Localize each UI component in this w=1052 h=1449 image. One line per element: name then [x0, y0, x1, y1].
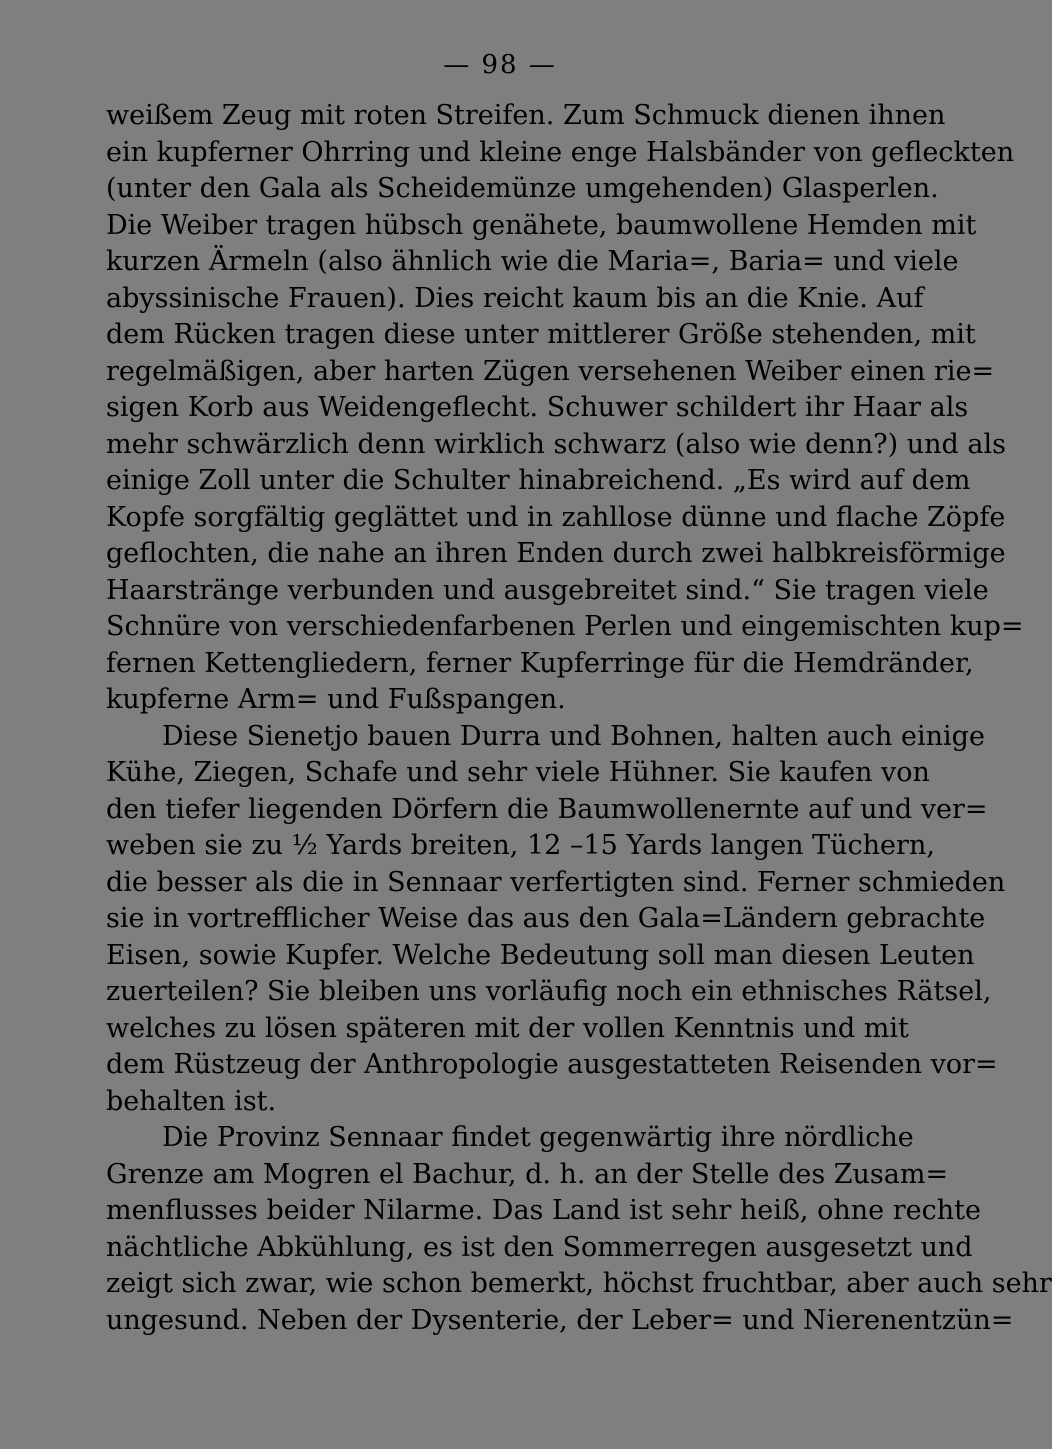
- text-line: Die Provinz Sennaar findet gegenwärtig ihre nördliche: [162, 1122, 914, 1153]
- text-line: menflusses beider Nilarme. Das Land ist sehr heiß, ohne rechte: [106, 1195, 981, 1226]
- text-line: Grenze am Mogren el Bachur, d. h. an der Stelle des Zusam=: [106, 1158, 949, 1190]
- text-line: weben sie zu ½ Yards breiten, 12 –15 Yards langen Tüchern,: [106, 830, 935, 861]
- text-line: zuerteilen? Sie bleiben uns vorläufig noch ein ethnisches Rätsel,: [106, 976, 992, 1007]
- text-line: sie in vortrefflicher Weise das aus den Gala=Ländern gebrachte: [106, 903, 986, 934]
- text-line: Schnüre von verschiedenfarbenen Perlen und eingemischten kup=: [106, 611, 1024, 642]
- page-number: — 98 —: [443, 50, 557, 80]
- text-line: Eisen, sowie Kupfer. Welche Bedeutung soll man diesen Leuten: [106, 939, 975, 971]
- text-line: welches zu lösen späteren mit der vollen Kenntnis und mit: [106, 1012, 909, 1044]
- text-line: dem Rücken tragen diese unter mittlerer Größe stehenden, mit: [106, 319, 976, 350]
- text-line: (unter den Gala als Scheidemünze umgehenden) Glasperlen.: [106, 173, 939, 204]
- text-line: abyssinische Frauen). Dies reicht kaum bis an die Knie. Auf: [106, 282, 924, 314]
- text-line: fernen Kettengliedern, ferner Kupferringe für die Hemdränder,: [106, 647, 974, 679]
- text-line: mehr schwärzlich denn wirklich schwarz (also wie denn?) und als: [106, 428, 1006, 460]
- text-line: geflochten, die nahe an ihren Enden durch zwei halbkreisförmige: [106, 538, 1006, 569]
- text-line: ein kupferner Ohrring und kleine enge Halsbänder von gefleckten: [106, 136, 1015, 168]
- text-line: Diese Sienetjo bauen Durra und Bohnen, halten auch einige: [162, 720, 985, 752]
- text-line: nächtliche Abkühlung, es ist den Sommerregen ausgesetzt und: [106, 1231, 973, 1263]
- text-line: Kühe, Ziegen, Schafe und sehr viele Hühner. Sie kaufen von: [106, 757, 930, 788]
- text-line: kurzen Ärmeln (also ähnlich wie die Maria=, Baria= und viele: [106, 246, 959, 277]
- text-line: den tiefer liegenden Dörfern die Baumwollenernte auf und ver=: [106, 793, 988, 825]
- text-line: einige Zoll unter die Schulter hinabreichend. „Es wird auf dem: [106, 465, 971, 496]
- text-line: sigen Korb aus Weidengeflecht. Schuwer schildert ihr Haar als: [106, 392, 969, 423]
- text-line: regelmäßigen, aber harten Zügen versehenen Weiber einen rie=: [106, 355, 995, 387]
- text-line: behalten ist.: [106, 1085, 277, 1117]
- text-line: dem Rüstzeug der Anthropologie ausgestatteten Reisenden vor=: [106, 1049, 998, 1080]
- text-line: ungesund. Neben der Dysenterie, der Leber= und Nierenentzün=: [106, 1304, 1014, 1336]
- text-line: die besser als die in Sennaar verfertigten sind. Ferner schmieden: [106, 866, 1006, 898]
- text-line: Kopfe sorgfältig geglättet und in zahllose dünne und flache Zöpfe: [106, 501, 1006, 533]
- text-line: Haarstränge verbunden und ausgebreitet sind.“ Sie tragen viele: [106, 574, 989, 606]
- text-line: Die Weiber tragen hübsch genähete, baumwollene Hemden mit: [106, 209, 977, 241]
- text-line: kupferne Arm= und Fußspangen.: [106, 684, 566, 715]
- text-line: weißem Zeug mit roten Streifen. Zum Schmuck dienen ihnen: [106, 100, 946, 131]
- body-text: [106, 98, 1052, 1339]
- text-line: zeigt sich zwar, wie schon bemerkt, höchst fruchtbar, aber auch sehr: [106, 1268, 1052, 1299]
